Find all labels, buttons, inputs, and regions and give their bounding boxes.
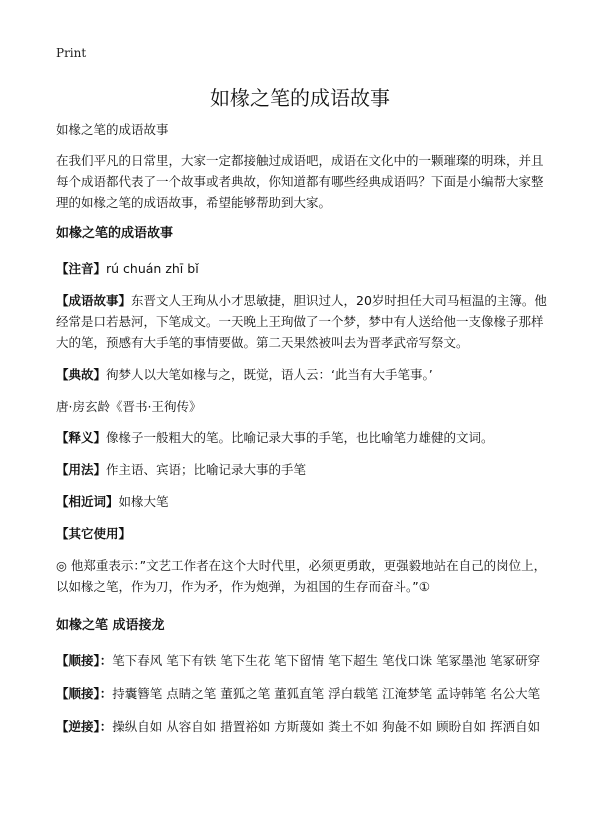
chain-forward-1-label: 【顺接】： (56, 653, 113, 668)
usage-text: 作主语、宾语；比喻记录大事的手笔 (106, 462, 307, 477)
synonym-entry (56, 491, 552, 512)
chain-forward-2-label: 【顺接】： (56, 686, 113, 701)
pinyin-entry (56, 258, 552, 279)
print-link[interactable]: Print (56, 46, 87, 60)
pinyin-text: rú chuán zhī bǐ (106, 261, 199, 276)
synonym-text: 如椽大笔 (118, 494, 169, 509)
origin-text: 徇梦人以大笔如椽与之，既觉，语人云：‘此当有大手笔事。’ (106, 367, 433, 382)
chain-reverse (56, 716, 552, 737)
chain-forward-1-text: 笔下春风 笔下有铁 笔下生花 笔下留情 笔下超生 笔伐口诛 笔冢墨池 笔冢研穿 (112, 653, 541, 668)
article-subtitle: 如椽之笔的成语故事 (56, 122, 169, 137)
story-entry (56, 290, 552, 353)
meaning-label: 【释义】 (56, 430, 107, 445)
page-title: 如椽之笔的成语故事 (210, 86, 390, 110)
section-heading-story: 如椽之笔的成语故事 (56, 226, 174, 241)
other-usage-label: 【其它使用】 (56, 526, 132, 541)
article-body (56, 119, 552, 749)
meaning-entry (56, 427, 552, 448)
story-label: 【成语故事】 (56, 293, 132, 308)
pinyin-label: 【注音】 (56, 261, 107, 276)
example-quote: ◎ 他郑重表示：”文艺工作者在这个大时代里，必须更勇敢，更强毅地站在自己的岗位上，以如椽之笔，作为刀，作为矛，作为炮弹，为祖国的生存而奋斗。”① (56, 558, 547, 594)
origin-label: 【典故】 (56, 367, 107, 382)
usage-entry (56, 459, 552, 480)
meaning-text: 像椽子一般粗大的笔。比喻记录大事的手笔，也比喻笔力雄健的文词。 (106, 430, 494, 445)
chain-forward-2 (56, 683, 552, 704)
chain-forward-1 (56, 650, 552, 671)
other-usage-entry (56, 523, 552, 544)
intro-paragraph: 在我们平凡的日常里，大家一定都接触过成语吧，成语在文化中的一颗璀璨的明珠，并且每个成语都代表了一个故事或者典故，你知道都有哪些经典成语吗？下面是小编帮大家整理的如椽之笔的成语故事，希望能够帮助到大家。 (56, 153, 544, 210)
chain-reverse-label: 【逆接】： (56, 719, 113, 734)
usage-label: 【用法】 (56, 462, 107, 477)
origin-entry (56, 364, 552, 385)
section-heading-chain: 如椽之笔 成语接龙 (56, 618, 165, 633)
source-citation: 唐·房玄龄《晋书·王徇传》 (56, 399, 202, 414)
story-text: 东晋文人王珣从小才思敏捷，胆识过人，20岁时担任大司马桓温的主簿。他经常是口若悬河，下笔成文。一天晚上王珣做了一个梦，梦中有人送给他一支像椽子那样大的笔，预感有大手笔的事情要做。第二天果然被叫去为晋孝武帝写祭文。 (56, 293, 547, 350)
chain-reverse-text: 操纵自如 从容自如 措置裕如 方斯蔑如 粪土不如 狗彘不如 顾盼自如 挥洒自如 (112, 719, 541, 734)
synonym-label: 【相近词】 (56, 494, 119, 509)
chain-forward-2-text: 持囊簪笔 点睛之笔 董狐之笔 董狐直笔 浮白载笔 江淹梦笔 孟诗韩笔 名公大笔 (112, 686, 541, 701)
